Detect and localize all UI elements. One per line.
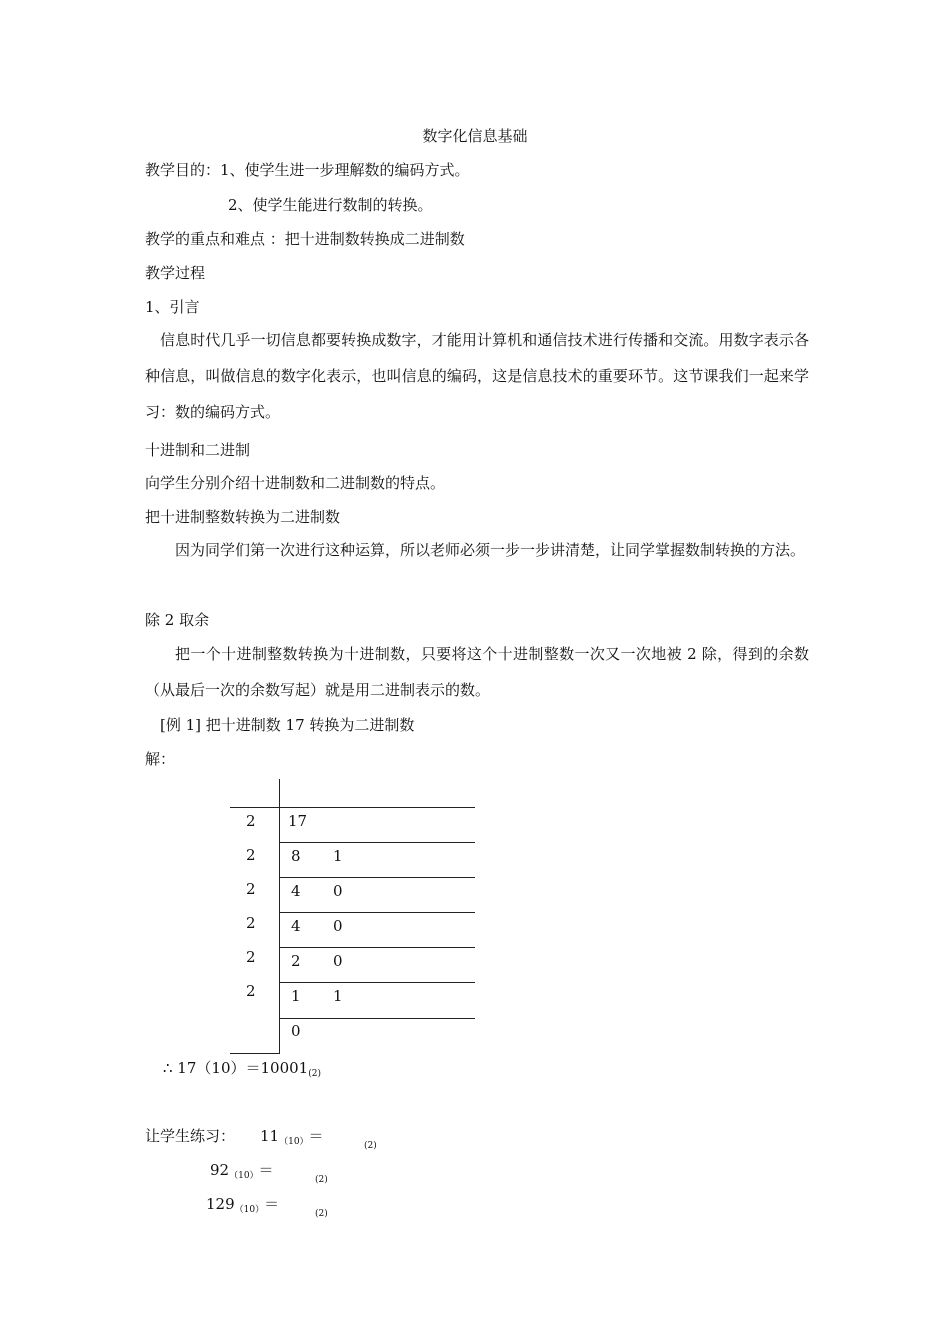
quotient: 4 <box>291 882 301 900</box>
example-heading: [例 1] 把十进制数 17 转换为二进制数 <box>160 716 415 734</box>
practice-base-from: （10） <box>234 1205 265 1215</box>
solution-label: 解： <box>145 750 176 768</box>
process-heading: 教学过程 <box>145 264 206 282</box>
practice-base-to: (2) <box>315 1209 328 1219</box>
quotient: 8 <box>291 847 301 865</box>
divisor: 2 <box>246 846 256 864</box>
practice-equals: ＝ <box>258 1161 274 1179</box>
practice-base-to: (2) <box>364 1141 377 1151</box>
result-text: ∴ 17（10）＝10001 <box>163 1059 309 1077</box>
convert-heading: 把十进制整数转换为二进制数 <box>145 508 341 526</box>
practice-base-to-wrap <box>364 1130 377 1156</box>
practice-base-from: （10） <box>229 1171 259 1181</box>
division-rule <box>279 1018 475 1019</box>
division-rule <box>279 912 475 913</box>
division-rule <box>279 947 475 948</box>
practice-item <box>210 1160 274 1186</box>
division-vertical-line <box>279 779 280 1054</box>
result-line <box>163 1058 321 1084</box>
practice-number: 92 <box>210 1161 230 1179</box>
practice-number: 129 <box>206 1195 235 1213</box>
result-base: (2) <box>308 1069 321 1079</box>
divisor: 2 <box>246 880 256 898</box>
practice-number: 11 <box>260 1127 280 1145</box>
key-points: 教学的重点和难点 ：把十进制数转换成二进制数 <box>145 230 465 248</box>
remainder: 1 <box>333 987 343 1005</box>
dec-bin-heading: 十进制和二进制 <box>145 441 251 459</box>
objective-1: 教学目的：1、使学生进一步理解数的编码方式。 <box>145 161 470 179</box>
objective-2: 2、使学生能进行数制的转换。 <box>228 196 433 214</box>
quotient: 0 <box>291 1022 301 1040</box>
divisor: 2 <box>246 948 256 966</box>
practice-item <box>260 1126 324 1152</box>
remainder: 0 <box>333 917 343 935</box>
remainder: 0 <box>333 882 343 900</box>
convert-paragraph: 因为同学们第一次进行这种运算，所以老师必须一步一步讲清楚，让同学掌握数制转换的方法。 <box>175 541 806 559</box>
practice-label: 让学生练习： <box>145 1127 236 1145</box>
division-rule <box>230 807 475 808</box>
practice-equals: ＝ <box>264 1195 280 1213</box>
practice-base-to-wrap <box>315 1198 328 1224</box>
divisor: 2 <box>246 812 256 830</box>
remainder: 1 <box>333 847 343 865</box>
division-rule <box>279 982 475 983</box>
document-title: 数字化信息基础 <box>422 127 528 145</box>
practice-equals: ＝ <box>308 1127 324 1145</box>
divisor: 2 <box>246 914 256 932</box>
intro-heading: 1、引言 <box>145 298 200 316</box>
divisor: 2 <box>246 982 256 1000</box>
quotient: 2 <box>291 952 301 970</box>
practice-base-from: （10） <box>279 1137 309 1147</box>
quotient: 17 <box>288 812 308 830</box>
method-heading: 除 2 取余 <box>145 611 210 629</box>
practice-base-to: (2) <box>315 1175 328 1185</box>
intro-paragraph: 信息时代几乎一切信息都要转换成数字，才能用计算机和通信技术进行传播和交流。用数字表示各种信息，叫做信息的数字化表示，也叫信息的编码，这是信息技术的重要环节。这节课我们一起来学习：数的编码方式。 <box>145 331 809 421</box>
practice-base-to-wrap <box>315 1164 328 1190</box>
division-rule <box>230 1053 280 1054</box>
quotient: 4 <box>291 917 301 935</box>
method-paragraph: 把一个十进制整数转换为十进制数，只要将这个十进制整数一次又一次地被 2 除，得到的余数（从最后一次的余数写起）就是用二进制表示的数。 <box>145 645 809 699</box>
division-rule <box>279 877 475 878</box>
dec-bin-description: 向学生分别介绍十进制数和二进制数的特点。 <box>145 474 446 492</box>
practice-item <box>206 1194 279 1220</box>
quotient: 1 <box>291 987 301 1005</box>
remainder: 0 <box>333 952 343 970</box>
division-rule <box>279 842 475 843</box>
